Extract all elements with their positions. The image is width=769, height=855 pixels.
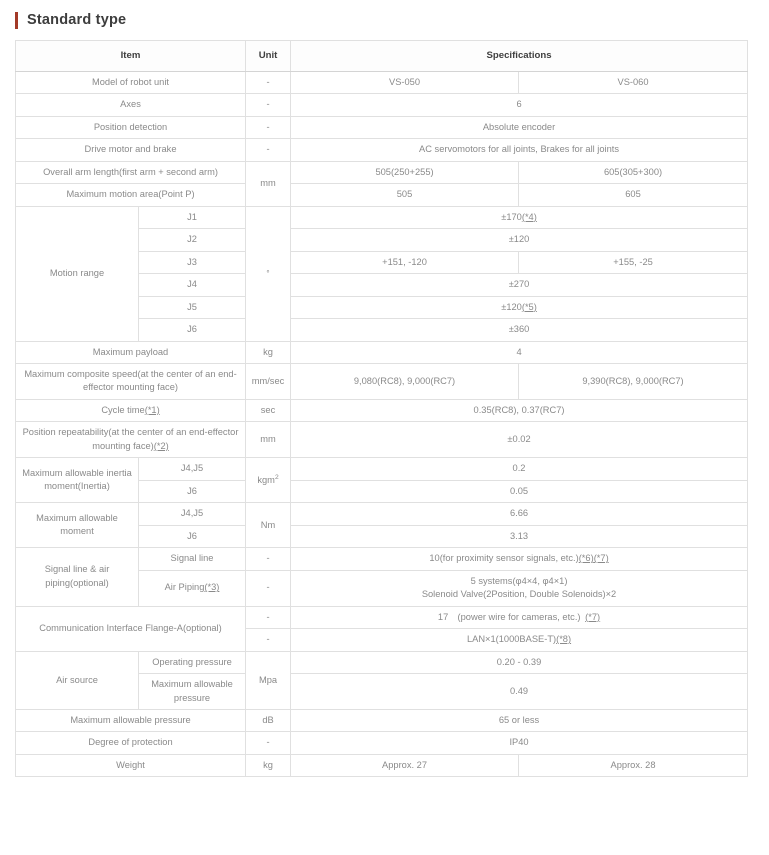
table-row-motion-area bbox=[16, 184, 748, 206]
table-header bbox=[16, 41, 748, 72]
value-repeatability: ±0.02 bbox=[291, 422, 748, 458]
sub-label-j5: J5 bbox=[139, 296, 246, 318]
row-label-comm-flange: Communication Interface Flange-A(optional) bbox=[16, 606, 246, 651]
row-label-model: Model of robot unit bbox=[16, 71, 246, 93]
table-row-protection bbox=[16, 732, 748, 754]
row-unit-protection: - bbox=[246, 732, 291, 754]
row-label-signal-air: Signal line & air piping(optional) bbox=[16, 548, 139, 606]
row-label-repeatability-text: Position repeatability(at the center of an end-effector mounting face) bbox=[22, 427, 239, 451]
value-noise: 65 or less bbox=[291, 709, 748, 731]
value-j3-vs050: +151, -120 bbox=[291, 251, 519, 273]
table-row-composite-speed bbox=[16, 364, 748, 400]
row-unit-signal-line: - bbox=[246, 548, 291, 570]
value-payload: 4 bbox=[291, 341, 748, 363]
table-row-moment-j45 bbox=[16, 503, 748, 525]
table-row-repeatability bbox=[16, 422, 748, 458]
row-unit-cycle-time: sec bbox=[246, 399, 291, 421]
value-motion-area-vs060: 605 bbox=[519, 184, 748, 206]
value-comm-flange-power-text: 17 (power wire for cameras, etc.) bbox=[437, 611, 586, 622]
table-row-drive-motor bbox=[16, 139, 748, 161]
value-moment-j45: 6.66 bbox=[291, 503, 748, 525]
row-label-composite-speed: Maximum composite speed(at the center of an end-effector mounting face) bbox=[16, 364, 246, 400]
table-header-row bbox=[16, 41, 748, 72]
table-row-operating-pressure bbox=[16, 651, 748, 673]
row-label-moment: Maximum allowable moment bbox=[16, 503, 139, 548]
page-title-text: Standard type bbox=[27, 12, 127, 29]
value-drive-motor: AC servomotors for all joints, Brakes for all joints bbox=[291, 139, 748, 161]
value-arm-length-vs060: 605(305+300) bbox=[519, 161, 748, 183]
row-unit-weight: kg bbox=[246, 754, 291, 776]
row-label-payload: Maximum payload bbox=[16, 341, 246, 363]
row-label-arm-length: Overall arm length(first arm + second arm) bbox=[16, 161, 246, 183]
value-weight-vs050: Approx. 27 bbox=[291, 754, 519, 776]
row-label-axes: Axes bbox=[16, 94, 246, 116]
value-signal-line bbox=[291, 548, 748, 570]
sub-label-air-piping-text: Air Piping bbox=[164, 582, 205, 593]
table-row-inertia-j45 bbox=[16, 458, 748, 480]
value-j1 bbox=[291, 206, 748, 228]
value-signal-line-text: 10(for proximity sensor signals, etc.) bbox=[429, 553, 579, 564]
row-unit-comm-flange-2: - bbox=[246, 629, 291, 651]
row-label-protection: Degree of protection bbox=[16, 732, 246, 754]
row-unit-position-detection: - bbox=[246, 116, 291, 138]
value-protection: IP40 bbox=[291, 732, 748, 754]
value-j2: ±120 bbox=[291, 229, 748, 251]
row-unit-axes: - bbox=[246, 94, 291, 116]
row-unit-drive-motor: - bbox=[246, 139, 291, 161]
row-unit-comm-flange-1: - bbox=[246, 606, 291, 628]
footnote-link-7b[interactable]: (*7) bbox=[585, 611, 601, 622]
sub-label-j3: J3 bbox=[139, 251, 246, 273]
table-row-noise bbox=[16, 709, 748, 731]
column-header-specifications: Specifications bbox=[291, 41, 748, 72]
value-j5-text: ±120 bbox=[501, 301, 522, 312]
table-row-weight bbox=[16, 754, 748, 776]
row-unit-air-source: Mpa bbox=[246, 651, 291, 709]
row-label-weight: Weight bbox=[16, 754, 246, 776]
row-unit-composite-speed: mm/sec bbox=[246, 364, 291, 400]
value-weight-vs060: Approx. 28 bbox=[519, 754, 748, 776]
sub-label-moment-j6: J6 bbox=[139, 525, 246, 547]
unit-kgm-text: kgm bbox=[257, 474, 275, 485]
sub-label-j6: J6 bbox=[139, 319, 246, 341]
value-model-vs060: VS-060 bbox=[519, 71, 748, 93]
value-comm-flange-lan bbox=[291, 629, 748, 651]
table-row-cycle-time bbox=[16, 399, 748, 421]
value-j1-text: ±170 bbox=[501, 211, 522, 222]
row-label-repeatability bbox=[16, 422, 246, 458]
row-unit-repeatability: mm bbox=[246, 422, 291, 458]
row-unit-arm-length: mm bbox=[246, 161, 291, 206]
value-cycle-time: 0.35(RC8), 0.37(RC7) bbox=[291, 399, 748, 421]
value-inertia-j45: 0.2 bbox=[291, 458, 748, 480]
value-j6: ±360 bbox=[291, 319, 748, 341]
value-j5 bbox=[291, 296, 748, 318]
table-body bbox=[16, 71, 748, 776]
value-composite-speed-vs050: 9,080(RC8), 9,000(RC7) bbox=[291, 364, 519, 400]
value-position-detection: Absolute encoder bbox=[291, 116, 748, 138]
footnote-link-2[interactable]: (*2) bbox=[153, 440, 169, 451]
sub-label-operating-pressure: Operating pressure bbox=[139, 651, 246, 673]
value-arm-length-vs050: 505(250+255) bbox=[291, 161, 519, 183]
sub-label-max-allowable-pressure: Maximum allowable pressure bbox=[139, 674, 246, 710]
value-motion-area-vs050: 505 bbox=[291, 184, 519, 206]
value-comm-flange-power bbox=[291, 606, 748, 628]
row-label-cycle-time bbox=[16, 399, 246, 421]
footnote-link-6[interactable]: (*6) bbox=[578, 553, 594, 564]
value-air-piping-line2: Solenoid Valve(2Position, Double Solenoids)×2 bbox=[421, 589, 617, 600]
column-header-item: Item bbox=[16, 41, 246, 72]
table-row-position-detection bbox=[16, 116, 748, 138]
specifications-table bbox=[15, 40, 748, 777]
value-max-allowable-pressure: 0.49 bbox=[291, 674, 748, 710]
sub-label-inertia-j6: J6 bbox=[139, 480, 246, 502]
footnote-link-4[interactable]: (*4) bbox=[521, 211, 537, 222]
value-moment-j6: 3.13 bbox=[291, 525, 748, 547]
degree-symbol: ° bbox=[266, 268, 270, 278]
table-row-signal-line bbox=[16, 548, 748, 570]
row-label-motion-area: Maximum motion area(Point P) bbox=[16, 184, 246, 206]
table-row-payload bbox=[16, 341, 748, 363]
value-operating-pressure: 0.20 - 0.39 bbox=[291, 651, 748, 673]
row-label-cycle-time-text: Cycle time bbox=[101, 404, 145, 415]
title-accent-bar bbox=[15, 12, 18, 29]
row-unit-inertia bbox=[246, 458, 291, 503]
table-row-motion-range-j1 bbox=[16, 206, 748, 228]
table-row-model bbox=[16, 71, 748, 93]
sub-label-j2: J2 bbox=[139, 229, 246, 251]
row-unit-payload: kg bbox=[246, 341, 291, 363]
sub-label-air-piping bbox=[139, 570, 246, 606]
row-label-motion-range: Motion range bbox=[16, 206, 139, 341]
sub-label-inertia-j45: J4,J5 bbox=[139, 458, 246, 480]
value-comm-flange-lan-text: LAN×1(1000BASE-T) bbox=[466, 634, 557, 645]
value-j3-vs060: +155, -25 bbox=[519, 251, 748, 273]
unit-kgm-superscript: 2 bbox=[274, 473, 279, 481]
row-unit-air-piping: - bbox=[246, 570, 291, 606]
row-label-noise: Maximum allowable pressure bbox=[16, 709, 246, 731]
sub-label-j1: J1 bbox=[139, 206, 246, 228]
row-label-drive-motor: Drive motor and brake bbox=[16, 139, 246, 161]
table-row-axes bbox=[16, 94, 748, 116]
row-unit-model: - bbox=[246, 71, 291, 93]
row-unit-moment: Nm bbox=[246, 503, 291, 548]
value-axes: 6 bbox=[291, 94, 748, 116]
row-label-position-detection: Position detection bbox=[16, 116, 246, 138]
footnote-link-8[interactable]: (*8) bbox=[556, 634, 572, 645]
row-unit-noise: dB bbox=[246, 709, 291, 731]
value-air-piping-line1: 5 systems(φ4×4, φ4×1) bbox=[470, 575, 568, 586]
sub-label-j4: J4 bbox=[139, 274, 246, 296]
sub-label-signal-line: Signal line bbox=[139, 548, 246, 570]
footnote-link-7a[interactable]: (*7) bbox=[593, 553, 609, 564]
spec-table-container bbox=[0, 30, 769, 777]
column-header-unit: Unit bbox=[246, 41, 291, 72]
sub-label-moment-j45: J4,J5 bbox=[139, 503, 246, 525]
footnote-link-5[interactable]: (*5) bbox=[521, 301, 537, 312]
row-unit-motion-range bbox=[246, 206, 291, 341]
value-composite-speed-vs060: 9,390(RC8), 9,000(RC7) bbox=[519, 364, 748, 400]
footnote-link-3[interactable]: (*3) bbox=[204, 582, 220, 593]
value-model-vs050: VS-050 bbox=[291, 71, 519, 93]
row-label-air-source: Air source bbox=[16, 651, 139, 709]
value-inertia-j6: 0.05 bbox=[291, 480, 748, 502]
value-air-piping bbox=[291, 570, 748, 606]
table-row-comm-flange-1 bbox=[16, 606, 748, 628]
footnote-link-1[interactable]: (*1) bbox=[144, 404, 160, 415]
value-j4: ±270 bbox=[291, 274, 748, 296]
page-title bbox=[0, 0, 769, 30]
table-row-arm-length bbox=[16, 161, 748, 183]
row-label-inertia: Maximum allowable inertia moment(Inertia) bbox=[16, 458, 139, 503]
